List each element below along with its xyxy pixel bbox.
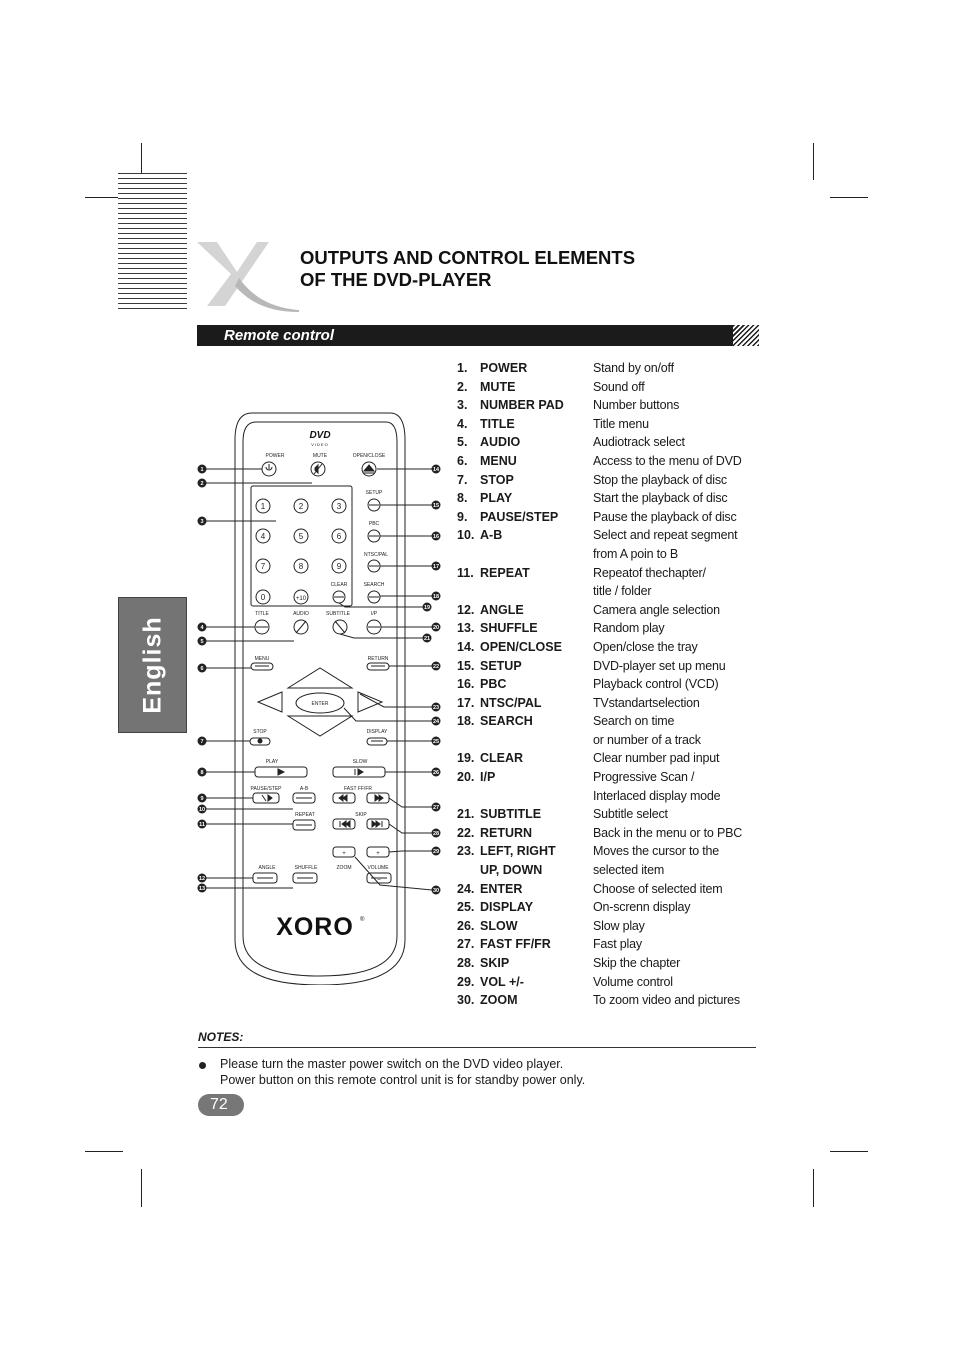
title-line-1: OUTPUTS AND CONTROL ELEMENTS — [300, 247, 636, 268]
item-name — [480, 545, 593, 564]
item-name: REPEAT — [480, 565, 530, 580]
digit-label: 3 — [336, 502, 342, 511]
item-name: PLAY — [480, 491, 513, 506]
list-item — [457, 694, 762, 713]
item-desc: Clear number pad input — [593, 751, 720, 766]
label-power: POWER — [265, 453, 285, 459]
label-clear: CLEAR — [330, 582, 348, 588]
list-item — [457, 433, 762, 452]
section-header — [197, 325, 737, 346]
left-arrow-button — [258, 692, 282, 712]
list-item — [457, 973, 762, 992]
item-desc: Back in the menu or to PBC — [593, 825, 743, 840]
callout-number: 5 — [200, 639, 204, 645]
notes-label: NOTES: — [198, 1030, 244, 1044]
item-num — [457, 787, 480, 806]
item-name: VOL +/- — [480, 974, 524, 989]
callout-number: 27 — [432, 805, 440, 811]
item-name — [480, 582, 593, 601]
title-line-2: OF THE DVD-PLAYER — [300, 269, 492, 290]
down-arrow-button — [288, 716, 352, 736]
item-num: 2. — [457, 379, 468, 394]
section-label: Remote control — [224, 327, 335, 344]
callout-number: 18 — [432, 594, 440, 600]
callout-number: 15 — [432, 503, 440, 509]
item-num: 16. — [457, 677, 475, 692]
callout-number: 16 — [432, 534, 440, 540]
label-display: DISPLAY — [366, 729, 388, 735]
digit-label: 1 — [260, 502, 266, 511]
crop-mark — [830, 197, 868, 198]
item-num — [457, 861, 480, 880]
list-item — [457, 991, 762, 1010]
callout-number: 2 — [200, 481, 204, 487]
item-num: 27. — [457, 937, 475, 952]
remote-diagram — [190, 405, 452, 985]
item-desc: DVD-player set up menu — [593, 658, 726, 673]
item-num: 13. — [457, 621, 475, 636]
item-desc: Progressive Scan / — [593, 770, 695, 785]
digit-label: 5 — [298, 532, 304, 541]
list-item — [457, 842, 762, 861]
item-num: 1. — [457, 361, 468, 375]
label-menu: MENU — [254, 656, 270, 662]
callout-number: 6 — [200, 666, 204, 672]
callout-number: 13 — [198, 886, 206, 892]
item-num: 3. — [457, 398, 468, 413]
notes-divider — [198, 1047, 756, 1048]
list-item — [457, 489, 762, 508]
item-desc: Access to the menu of DVD — [593, 453, 742, 468]
item-desc: title / folder — [593, 584, 652, 599]
item-name: LEFT, RIGHT — [480, 844, 556, 859]
label-mute: MUTE — [312, 453, 328, 459]
callout-number: 17 — [432, 564, 440, 570]
item-desc: Fast play — [593, 937, 642, 952]
item-num — [457, 582, 480, 601]
callout-number: 9 — [200, 796, 204, 802]
list-item — [457, 749, 762, 768]
item-desc: Open/close the tray — [593, 639, 698, 654]
item-name: CLEAR — [480, 751, 524, 766]
item-desc: Search on time — [593, 714, 675, 729]
bullet-icon — [199, 1062, 206, 1069]
label-fast: FAST FF/FR — [344, 786, 372, 792]
item-name: PAUSE/STEP — [480, 509, 559, 524]
label-ntsc-pal: NTSC/PAL — [363, 552, 389, 558]
callout-number: 11 — [199, 822, 205, 828]
language-tab — [118, 597, 187, 733]
list-item — [457, 582, 762, 601]
item-desc: Choose of selected item — [593, 881, 723, 896]
callout-number: 3 — [200, 519, 204, 525]
label-repeat: REPEAT — [295, 812, 315, 818]
label-play: PLAY — [265, 759, 279, 765]
item-desc: from A poin to B — [593, 546, 679, 561]
digit-label: 4 — [260, 532, 266, 541]
callout-number: 14 — [432, 467, 440, 473]
label-pause-step: PAUSE/STEP — [250, 786, 282, 792]
callout-number: 25 — [432, 739, 440, 745]
item-desc: Playback control (VCD) — [593, 677, 719, 692]
callout-number: 30 — [432, 888, 440, 894]
item-name: SEARCH — [480, 714, 533, 729]
label-shuffle: SHUFFLE — [294, 865, 318, 871]
crop-mark — [85, 1151, 123, 1152]
digit-label: 6 — [336, 532, 342, 541]
item-num: 21. — [457, 807, 475, 822]
item-desc: selected item — [593, 863, 665, 878]
item-desc: Camera angle selection — [593, 602, 720, 617]
label-ip: I/P — [370, 611, 378, 617]
item-name: STOP — [480, 472, 514, 487]
item-name: UP, DOWN — [480, 863, 543, 878]
item-num: 26. — [457, 918, 475, 933]
item-name — [480, 787, 593, 806]
label-title: TITLE — [255, 611, 269, 617]
digit-label: 2 — [298, 502, 304, 511]
list-item — [457, 917, 762, 936]
enter-label: ENTER — [311, 701, 329, 707]
page-number: 72 — [198, 1094, 244, 1116]
item-name: NTSC/PAL — [480, 695, 542, 710]
label-setup: SETUP — [365, 490, 383, 496]
digit-label: 8 — [298, 562, 304, 571]
item-name: DISPLAY — [480, 900, 534, 915]
item-num: 9. — [457, 509, 468, 524]
item-name: SUBTITLE — [480, 807, 542, 822]
svg-text:®: ® — [360, 917, 365, 923]
item-num: 14. — [457, 639, 475, 654]
item-desc: Skip the chapter — [593, 956, 681, 970]
crop-mark — [830, 1151, 868, 1152]
digit-label: 0 — [260, 593, 266, 602]
list-item — [457, 731, 762, 750]
list-item — [457, 545, 762, 564]
item-desc: Interlaced display mode — [593, 788, 721, 803]
label-audio: AUDIO — [293, 611, 309, 617]
list-item — [457, 638, 762, 657]
callout-number: 28 — [432, 831, 440, 837]
label-ab: A-B — [299, 786, 309, 792]
list-item — [457, 954, 762, 973]
item-desc: Random play — [593, 621, 665, 636]
section-hatch — [733, 325, 759, 346]
remote-body-outline — [235, 413, 405, 985]
list-item — [457, 378, 762, 397]
xoro-x-logo-icon — [195, 238, 305, 313]
up-arrow-button — [288, 668, 352, 688]
item-desc: Start the playback of disc — [593, 491, 728, 506]
item-desc: On-screnn display — [593, 900, 691, 915]
list-item — [457, 712, 762, 731]
callout-number: 22 — [432, 664, 440, 670]
item-desc: Subtitle select — [593, 807, 668, 822]
callout-number: 21 — [423, 636, 431, 642]
page-title — [300, 247, 635, 291]
item-desc: TVstandartselection — [593, 695, 700, 710]
label-zoom: ZOOM — [336, 865, 352, 871]
item-name: NUMBER PAD — [480, 398, 564, 413]
remote-brand-logo: XORO — [276, 913, 354, 941]
list-item — [457, 861, 762, 880]
pause-step-button — [253, 793, 279, 803]
list-item — [457, 564, 762, 583]
item-num: 10. — [457, 528, 475, 543]
item-desc: Stop the playback of disc — [593, 472, 727, 487]
label-pbc: PBC — [368, 521, 380, 527]
callout-number: 8 — [200, 770, 204, 776]
item-num: 24. — [457, 881, 475, 896]
item-desc: Stand by on/off — [593, 361, 674, 375]
list-item — [457, 508, 762, 527]
note-line-1: Please turn the master power switch on the DVD video player. — [220, 1057, 564, 1071]
list-item — [457, 526, 762, 545]
item-name: SLOW — [480, 918, 518, 933]
list-item — [457, 898, 762, 917]
crop-mark — [141, 1169, 142, 1207]
list-item — [457, 657, 762, 676]
language-tab-label: English — [138, 616, 166, 714]
label-search: SEARCH — [363, 582, 385, 588]
item-num: 8. — [457, 491, 468, 506]
item-name: PBC — [480, 677, 507, 692]
item-num: 25. — [457, 900, 475, 915]
list-item — [457, 824, 762, 843]
callout-number: 10 — [198, 807, 206, 813]
dvd-logo: DVD — [309, 430, 331, 441]
label-slow: SLOW — [352, 759, 368, 765]
item-num: 5. — [457, 435, 468, 450]
list-item — [457, 805, 762, 824]
callout-number: 7 — [200, 739, 204, 745]
item-name: A-B — [480, 528, 503, 543]
note-text — [220, 1057, 585, 1088]
item-desc: Moves the cursor to the — [593, 844, 720, 859]
item-num: 6. — [457, 453, 468, 468]
label-open-close: OPEN/CLOSE — [352, 453, 386, 459]
item-name: I/P — [480, 770, 496, 785]
button-description-list — [457, 359, 762, 1010]
digit-label: +10 — [295, 596, 307, 602]
list-item — [457, 359, 762, 378]
label-return: RETURN — [367, 656, 389, 662]
item-num: 28. — [457, 956, 475, 970]
list-item — [457, 935, 762, 954]
label-stop: STOP — [253, 729, 267, 735]
item-num: 19. — [457, 751, 475, 766]
item-name: OPEN/CLOSE — [480, 639, 562, 654]
note-line-2: Power button on this remote control unit is for standby power only. — [220, 1072, 586, 1087]
item-num: 11. — [457, 565, 474, 580]
item-name: ENTER — [480, 881, 523, 896]
item-name: POWER — [480, 361, 528, 375]
list-item — [457, 675, 762, 694]
list-item — [457, 452, 762, 471]
list-item — [457, 415, 762, 434]
item-name: TITLE — [480, 416, 515, 431]
item-num: 20. — [457, 770, 475, 785]
list-item — [457, 471, 762, 490]
dvd-sub-logo: VIDEO — [311, 442, 329, 447]
item-num: 22. — [457, 825, 475, 840]
item-num — [457, 545, 480, 564]
item-name: SKIP — [480, 956, 510, 970]
item-num: 18. — [457, 714, 475, 729]
item-name — [480, 731, 593, 750]
item-name: FAST FF/FR — [480, 937, 551, 952]
item-desc: Volume control — [593, 974, 673, 989]
item-desc: Select and repeat segment — [593, 528, 738, 543]
item-desc: or number of a track — [593, 732, 701, 747]
callout-number: 4 — [200, 625, 204, 631]
list-item — [457, 396, 762, 415]
callout-number: 23 — [432, 705, 440, 711]
callout-number: 1 — [200, 467, 204, 473]
digit-label: 7 — [260, 562, 266, 571]
callout-number: 12 — [198, 876, 206, 882]
item-name: MUTE — [480, 379, 516, 394]
label-angle: ANGLE — [258, 865, 276, 871]
svg-text:–: – — [377, 877, 381, 883]
item-desc: Sound off — [593, 379, 645, 394]
item-desc: Audiotrack select — [593, 435, 685, 450]
item-desc: Number buttons — [593, 398, 680, 413]
item-num: 29. — [457, 974, 475, 989]
svg-text:+: + — [342, 851, 346, 857]
decorative-stripes — [118, 173, 187, 313]
item-num: 12. — [457, 602, 475, 617]
list-item — [457, 601, 762, 620]
item-name: ZOOM — [480, 993, 518, 1008]
item-desc: Slow play — [593, 918, 645, 933]
svg-text:+: + — [376, 851, 380, 857]
item-num: 17. — [457, 695, 475, 710]
digit-label: 9 — [336, 562, 342, 571]
item-name: SHUFFLE — [480, 621, 538, 636]
item-name: RETURN — [480, 825, 533, 840]
crop-mark — [813, 143, 814, 180]
list-item — [457, 787, 762, 806]
item-desc: Pause the playback of disc — [593, 509, 737, 524]
label-subtitle: SUBTITLE — [326, 611, 350, 617]
callout-number: 29 — [432, 849, 440, 855]
item-desc: Title menu — [593, 416, 649, 431]
label-volume: VOLUME — [367, 865, 389, 871]
label-skip: SKIP — [355, 812, 367, 818]
item-name: MENU — [480, 453, 517, 468]
list-item — [457, 768, 762, 787]
item-desc: Repeatof thechapter/ — [593, 565, 706, 580]
item-name: SETUP — [480, 658, 522, 673]
item-num: 7. — [457, 472, 468, 487]
callout-number: 20 — [432, 625, 440, 631]
item-num: 4. — [457, 416, 468, 431]
item-name: ANGLE — [480, 602, 524, 617]
item-desc: To zoom video and pictures — [593, 993, 740, 1008]
list-item — [457, 880, 762, 899]
item-num: 15. — [457, 658, 475, 673]
item-num: 23. — [457, 844, 475, 859]
item-name: AUDIO — [480, 435, 521, 450]
list-item — [457, 619, 762, 638]
item-num — [457, 731, 480, 750]
callout-number: 26 — [432, 770, 440, 776]
item-num: 30. — [457, 993, 475, 1008]
callout-number: 24 — [432, 719, 440, 725]
callout-number: 19 — [423, 605, 431, 611]
crop-mark — [813, 1169, 814, 1207]
